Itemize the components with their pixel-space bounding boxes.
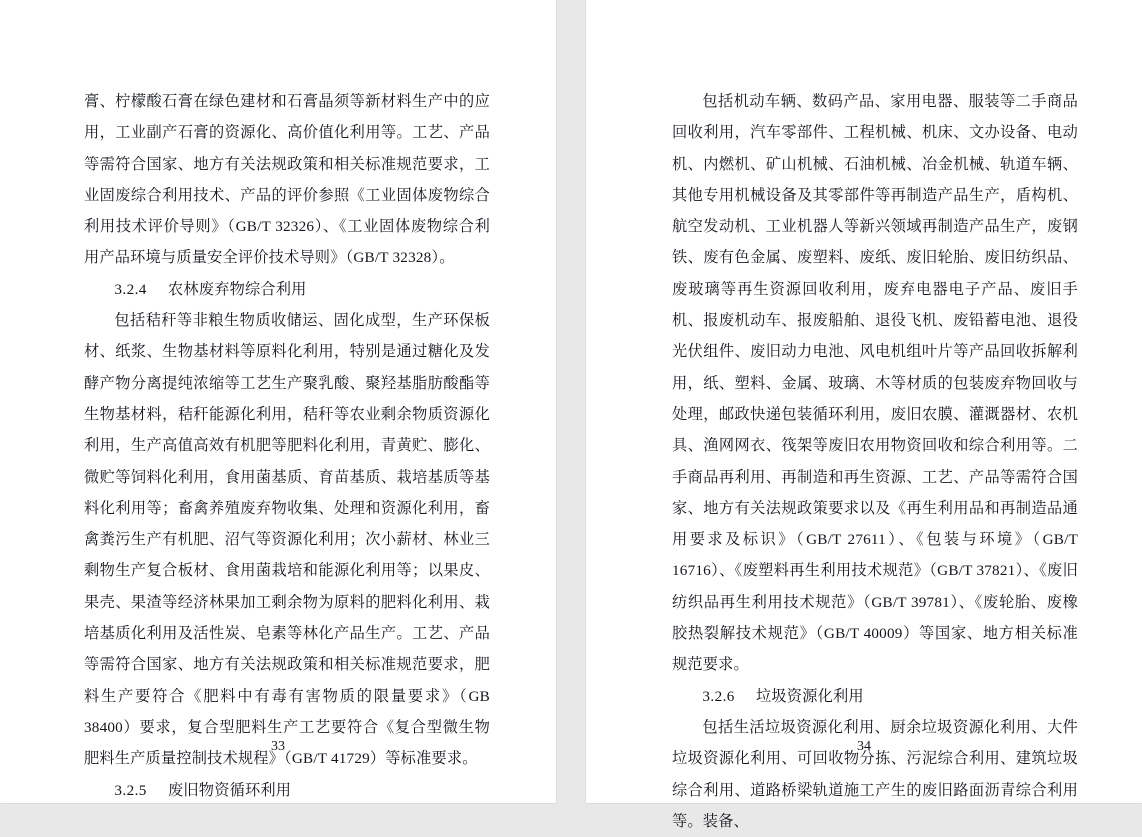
section-title: 废旧物资循环利用 [168, 781, 292, 799]
paragraph-garbage-resource-use: 包括生活垃圾资源化利用、厨余垃圾资源化利用、大件垃圾资源化利用、可回收物分拣、污泥综合利用、建筑垃圾综合利用、道路桥梁轨道施工产生的废旧路面沥青综合利用等。装备、 [672, 718, 1078, 830]
section-number: 3.2.6 [702, 687, 735, 705]
paragraph-continued: 膏、柠檬酸石膏在绿色建材和石膏晶须等新材料生产中的应用，工业副产石膏的资源化、高价值化利用等。工艺、产品等需符合国家、地方有关法规政策和相关标准规范要求，工业固废综合利用技术、产品的评价参照《工业固体废物综合利用技术评价导则》（GB/T 32326）、《工业固体废物综合利用产品环境与质量安全评价技术导则》（GB/T 32328）。 [84, 93, 490, 267]
section-title: 垃圾资源化利用 [756, 687, 864, 705]
page-number-left: 33 [271, 739, 285, 754]
paragraph-agroforestry-waste: 包括秸秆等非粮生物质收储运、固化成型，生产环保板材、纸浆、生物基材料等原料化利用，特别是通过糖化及发酵产物分离提纯浓缩等工艺生产聚乳酸、聚羟基脂肪酸酯等生物基材料，秸秆能源化利用，秸秆等农业剩余物质资源化利用，生产高值高效有机肥等肥料化利用，青黄贮、膨化、微贮等饲料化利用，食用菌基质、育苗基质、栽培基质等基料化利用等；畜禽养殖废弃物收集、处理和资源化利用，畜禽粪污生产有机肥、沼气等资源化利用；次小薪材、林业三剩物生产复合板材、食用菌栽培和能源化利用等；以果皮、果壳、果渣等经济林果加工剩余物为原料的肥料化利用、栽培基质化利用及活性炭、皂素等林化产品生产。工艺、产品等需符合国家、地方有关法规政策和相关标准规范要求，肥料生产要符合《肥料中有毒有害物质的限量要求》（GB 38400）要求，复合型肥料生产工艺要符合《复合型微生物肥料生产质量控制技术规程》（GB/T 41729）等标准要求。 [84, 312, 490, 768]
section-number: 3.2.5 [114, 781, 147, 799]
section-heading-3-2-6 [672, 681, 1078, 712]
paragraph-waste-recycling: 包括机动车辆、数码产品、家用电器、服装等二手商品回收利用，汽车零部件、工程机械、机床、文办设备、电动机、内燃机、矿山机械、石油机械、冶金机械、轨道车辆、其他专用机械设备及其零部件等再制造产品生产，盾构机、航空发动机、工业机器人等新兴领域再制造产品生产，废钢铁、废有色金属、废塑料、废纸、废旧轮胎、废旧纺织品、废玻璃等再生资源回收利用，废弃电器电子产品、废旧手机、报废机动车、报废船舶、退役飞机、废铅蓄电池、退役光伏组件、废旧动力电池、风电机组叶片等产品回收拆解利用，纸、塑料、金属、玻璃、木等材质的包装废弃物回收与处理，邮政快递包装循环利用，废旧农膜、灌溉器材、农机具、渔网网衣、筏架等废旧农用物资回收和综合利用等。二手商品再利用、再制造和再生资源、工艺、产品等需符合国家、地方有关法规政策要求以及《再生利用品和再制造品通用要求及标识》（GB/T 27611）、《包装与环境》（GB/T 16716）、《废塑料再生利用技术规范》（GB/T 37821）、《废旧纺织品再生利用技术规范》（GB/T 39781）、《废轮胎、废橡胶热裂解技术规范》（GB/T 40009）等国家、地方相关标准规范要求。 [672, 93, 1078, 674]
section-heading-3-2-4 [84, 274, 490, 305]
section-title: 农林废弃物综合利用 [168, 280, 307, 298]
document-page-left [0, 0, 556, 803]
document-page-right [586, 0, 1142, 830]
page-number-right: 34 [857, 739, 871, 754]
section-heading-3-2-5 [84, 775, 490, 806]
section-number: 3.2.4 [114, 280, 147, 298]
